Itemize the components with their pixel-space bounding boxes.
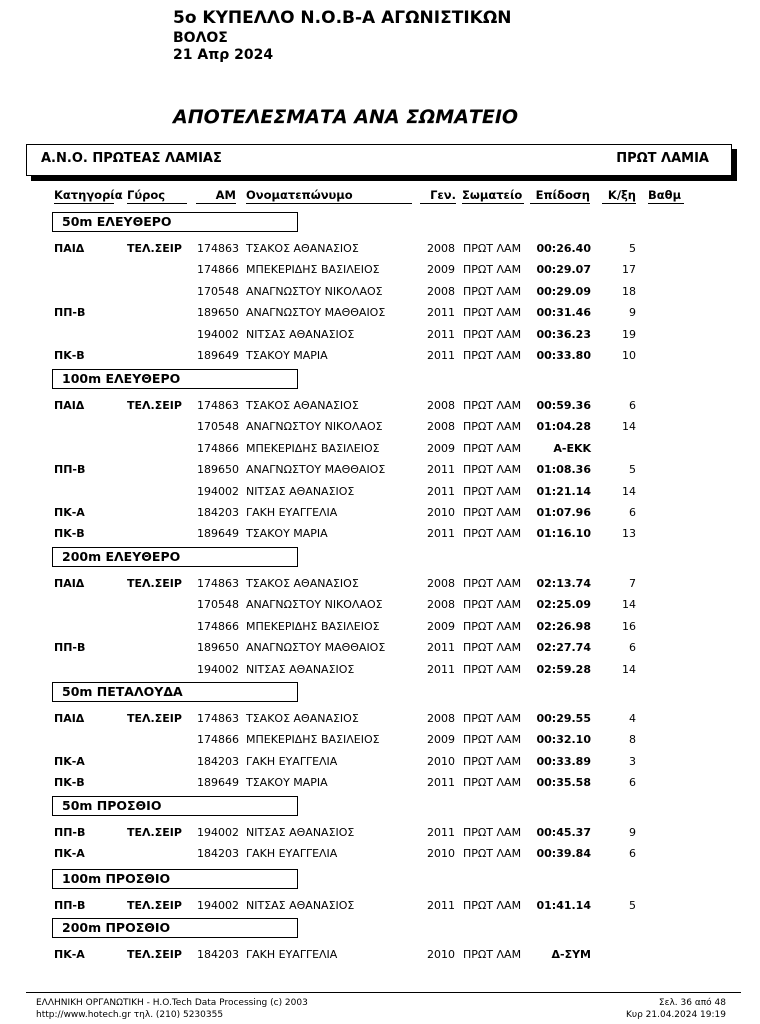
event-header: [52, 212, 298, 232]
result-row: [0, 506, 760, 520]
row-athlete-name: ΝΙΤΣΑΣ ΑΘΑΝΑΣΙΟΣ: [246, 899, 355, 912]
row-am: 189650: [197, 306, 239, 320]
row-athlete-name: ΑΝΑΓΝΩΣΤΟΥ ΝΙΚΟΛΑΟΣ: [246, 420, 383, 434]
row-birth-year: 2009: [427, 441, 455, 455]
row-athlete-name: ΓΑΚΗ ΕΥΑΓΓΕΛΙΑ: [246, 506, 338, 519]
row-am: 189650: [197, 463, 239, 477]
event-header: [52, 796, 298, 816]
row-time: Α-ΕΚΚ: [553, 441, 591, 455]
row-birth-year: 2011: [427, 306, 455, 320]
row-birth-year: 2011: [427, 463, 455, 477]
result-row: [0, 242, 760, 256]
row-am: 174866: [197, 263, 239, 277]
result-row: [0, 712, 760, 726]
event-header: [52, 869, 298, 889]
row-rank: 4: [629, 712, 636, 725]
row-am: 170548: [197, 420, 239, 434]
result-row: [0, 527, 760, 541]
row-athlete-name: ΜΠΕΚΕΡΙΔΗΣ ΒΑΣΙΛΕΙΟΣ: [246, 263, 380, 277]
row-time: 00:36.23: [536, 327, 591, 341]
col-header-name: Ονοματεπώνυμο: [246, 188, 412, 204]
row-athlete-name: ΝΙΤΣΑΣ ΑΘΑΝΑΣΙΟΣ: [246, 826, 355, 839]
row-category: ΠΚ-Β: [54, 349, 85, 362]
row-am: 194002: [197, 826, 239, 839]
row-time: 01:21.14: [536, 484, 591, 498]
row-am: 194002: [197, 899, 239, 912]
col-header-time: Επίδοση: [530, 188, 590, 204]
row-club: ΠΡΩΤ ΛΑΜ: [463, 420, 522, 434]
row-category: ΠΑΙΔ: [54, 242, 85, 255]
row-category: ΠΑΙΔ: [54, 577, 85, 590]
row-round: ΤΕΛ.ΣΕΙΡ: [127, 948, 182, 961]
event-header: [52, 547, 298, 567]
row-am: 174863: [197, 712, 239, 725]
row-category: ΠΚ-Α: [54, 948, 85, 961]
event-name: 50m ΠΡΟΣΘΙΟ: [62, 798, 162, 813]
row-time: Δ-ΣΥΜ: [551, 948, 591, 961]
footer-company: ΕΛΛΗΝΙΚΗ ΟΡΓΑΝΩΤΙΚΗ - H.O.Tech Data Processing (c) 2003: [36, 998, 308, 1008]
result-row: [0, 663, 760, 677]
row-am: 189649: [197, 349, 239, 362]
row-club: ΠΡΩΤ ΛΑΜ: [463, 899, 522, 912]
club-name: Α.Ν.Ο. ΠΡΩΤΕΑΣ ΛΑΜΙΑΣ: [41, 151, 222, 166]
row-club: ΠΡΩΤ ΛΑΜ: [463, 441, 522, 455]
row-birth-year: 2008: [427, 712, 455, 725]
row-birth-year: 2008: [427, 284, 455, 298]
row-category: ΠΠ-Β: [54, 306, 86, 320]
event-name: 100m ΠΡΟΣΘΙΟ: [62, 871, 171, 886]
row-birth-year: 2011: [427, 776, 455, 790]
row-club: ΠΡΩΤ ΛΑΜ: [463, 327, 522, 341]
row-club: ΠΡΩΤ ΛΑΜ: [463, 826, 522, 839]
result-row: [0, 755, 760, 769]
row-time: 01:08.36: [536, 463, 591, 477]
competition-city: ΒΟΛΟΣ: [173, 30, 228, 46]
row-time: 00:59.36: [536, 399, 591, 412]
row-birth-year: 2011: [427, 484, 455, 498]
row-time: 01:16.10: [536, 527, 591, 541]
row-athlete-name: ΜΠΕΚΕΡΙΔΗΣ ΒΑΣΙΛΕΙΟΣ: [246, 441, 380, 455]
row-am: 184203: [197, 847, 239, 861]
row-am: 174863: [197, 577, 239, 590]
result-row: [0, 442, 760, 456]
row-am: 184203: [197, 506, 239, 519]
row-birth-year: 2011: [427, 527, 455, 541]
row-round: ΤΕΛ.ΣΕΙΡ: [127, 899, 182, 912]
row-am: 184203: [197, 754, 239, 768]
row-time: 00:26.40: [536, 242, 591, 255]
row-club: ΠΡΩΤ ΛΑΜ: [463, 349, 522, 362]
result-row: [0, 285, 760, 299]
col-header-category: Κατηγορία: [54, 188, 123, 202]
row-athlete-name: ΤΣΑΚΟΣ ΑΘΑΝΑΣΙΟΣ: [246, 712, 359, 725]
row-time: 02:25.09: [536, 598, 591, 612]
row-birth-year: 2011: [427, 641, 455, 655]
row-time: 00:31.46: [536, 306, 591, 320]
row-club: ΠΡΩΤ ΛΑΜ: [463, 641, 522, 655]
row-club: ΠΡΩΤ ΛΑΜ: [463, 733, 522, 747]
result-row: [0, 306, 760, 320]
row-club: ΠΡΩΤ ΛΑΜ: [463, 399, 522, 412]
row-athlete-name: ΤΣΑΚΟΣ ΑΘΑΝΑΣΙΟΣ: [246, 399, 359, 412]
row-athlete-name: ΤΣΑΚΟΣ ΑΘΑΝΑΣΙΟΣ: [246, 577, 359, 590]
competition-title: 5ο ΚΥΠΕΛΛΟ Ν.Ο.Β-Α ΑΓΩΝΙΣΤΙΚΩΝ: [173, 8, 512, 28]
result-row: [0, 399, 760, 413]
row-category: ΠΚ-Β: [54, 776, 85, 790]
row-rank: 14: [622, 420, 636, 434]
result-row: [0, 463, 760, 477]
footer-contact: http://www.hotech.gr τηλ. (210) 5230355: [36, 1010, 224, 1020]
row-time: 00:33.89: [536, 754, 591, 768]
row-rank: 6: [629, 776, 636, 790]
row-birth-year: 2010: [427, 847, 455, 861]
row-time: 00:35.58: [536, 776, 591, 790]
row-rank: 3: [629, 754, 636, 768]
event-name: 100m ΕΛΕΥΘΕΡΟ: [62, 371, 181, 386]
row-birth-year: 2008: [427, 242, 455, 255]
row-athlete-name: ΑΝΑΓΝΩΣΤΟΥ ΝΙΚΟΛΑΟΣ: [246, 598, 383, 612]
row-rank: 14: [622, 484, 636, 498]
event-header: [52, 369, 298, 389]
report-title: ΑΠΟΤΕΛΕΣΜΑΤΑ ΑΝΑ ΣΩΜΑΤΕΙΟ: [173, 106, 519, 128]
row-am: 170548: [197, 598, 239, 612]
result-row: [0, 776, 760, 790]
row-time: 00:29.07: [536, 263, 591, 277]
row-birth-year: 2010: [427, 754, 455, 768]
row-club: ΠΡΩΤ ΛΑΜ: [463, 284, 522, 298]
col-header-rank: Κ/ξη: [602, 188, 636, 204]
col-header-club: Σωματείο: [462, 188, 523, 202]
row-am: 174863: [197, 399, 239, 412]
row-am: 194002: [197, 484, 239, 498]
row-club: ΠΡΩΤ ΛΑΜ: [463, 484, 522, 498]
row-birth-year: 2011: [427, 662, 455, 676]
result-row: [0, 349, 760, 363]
col-header-birth: Γεν.: [420, 188, 456, 204]
row-athlete-name: ΤΣΑΚΟΥ ΜΑΡΙΑ: [246, 527, 328, 541]
result-row: [0, 899, 760, 913]
row-birth-year: 2009: [427, 263, 455, 277]
row-round: ΤΕΛ.ΣΕΙΡ: [127, 712, 182, 725]
row-athlete-name: ΓΑΚΗ ΕΥΑΓΓΕΛΙΑ: [246, 754, 338, 768]
col-header-points: Βαθμ: [648, 188, 684, 204]
row-time: 02:26.98: [536, 619, 591, 633]
row-category: ΠΠ-Β: [54, 463, 86, 477]
row-am: 174866: [197, 619, 239, 633]
row-category: ΠΚ-Α: [54, 506, 85, 519]
result-row: [0, 577, 760, 591]
result-row: [0, 263, 760, 277]
row-category: ΠΠ-Β: [54, 641, 86, 655]
row-athlete-name: ΑΝΑΓΝΩΣΤΟΥ ΜΑΘΘΑΙΟΣ: [246, 306, 386, 320]
row-rank: 17: [622, 263, 636, 277]
row-athlete-name: ΜΠΕΚΕΡΙΔΗΣ ΒΑΣΙΛΕΙΟΣ: [246, 619, 380, 633]
row-am: 174863: [197, 242, 239, 255]
col-header-round: Γύρος: [127, 188, 187, 204]
row-time: 00:39.84: [536, 847, 591, 861]
result-row: [0, 598, 760, 612]
row-rank: 7: [629, 577, 636, 590]
row-am: 194002: [197, 662, 239, 676]
result-row: [0, 420, 760, 434]
row-athlete-name: ΑΝΑΓΝΩΣΤΟΥ ΜΑΘΘΑΙΟΣ: [246, 463, 386, 477]
row-club: ΠΡΩΤ ΛΑΜ: [463, 577, 522, 590]
row-am: 194002: [197, 327, 239, 341]
row-birth-year: 2008: [427, 399, 455, 412]
row-birth-year: 2009: [427, 619, 455, 633]
row-athlete-name: ΤΣΑΚΟΣ ΑΘΑΝΑΣΙΟΣ: [246, 242, 359, 255]
result-row: [0, 733, 760, 747]
row-rank: 6: [629, 641, 636, 655]
row-rank: 9: [629, 306, 636, 320]
row-club: ΠΡΩΤ ΛΑΜ: [463, 598, 522, 612]
row-category: ΠΚ-Β: [54, 527, 85, 541]
row-time: 02:59.28: [536, 662, 591, 676]
row-athlete-name: ΤΣΑΚΟΥ ΜΑΡΙΑ: [246, 776, 328, 790]
row-club: ΠΡΩΤ ΛΑΜ: [463, 619, 522, 633]
row-rank: 5: [629, 463, 636, 477]
result-row: [0, 620, 760, 634]
row-athlete-name: ΝΙΤΣΑΣ ΑΘΑΝΑΣΙΟΣ: [246, 662, 355, 676]
row-rank: 14: [622, 662, 636, 676]
row-rank: 9: [629, 826, 636, 839]
event-header: [52, 682, 298, 702]
row-rank: 13: [622, 527, 636, 541]
footer-timestamp: Κυρ 21.04.2024 19:19: [625, 1010, 726, 1020]
club-short-name: ΠΡΩΤ ΛΑΜΙΑ: [616, 151, 709, 166]
row-club: ΠΡΩΤ ΛΑΜ: [463, 754, 522, 768]
row-birth-year: 2011: [427, 349, 455, 362]
row-club: ΠΡΩΤ ΛΑΜ: [463, 263, 522, 277]
row-birth-year: 2008: [427, 577, 455, 590]
row-rank: 19: [622, 327, 636, 341]
row-club: ΠΡΩΤ ΛΑΜ: [463, 506, 522, 519]
result-row: [0, 847, 760, 861]
row-rank: 16: [622, 619, 636, 633]
row-athlete-name: ΜΠΕΚΕΡΙΔΗΣ ΒΑΣΙΛΕΙΟΣ: [246, 733, 380, 747]
row-birth-year: 2009: [427, 733, 455, 747]
row-club: ΠΡΩΤ ΛΑΜ: [463, 306, 522, 320]
row-time: 00:32.10: [536, 733, 591, 747]
row-category: ΠΠ-Β: [54, 826, 86, 839]
result-row: [0, 485, 760, 499]
row-athlete-name: ΓΑΚΗ ΕΥΑΓΓΕΛΙΑ: [246, 847, 338, 861]
event-header: [52, 918, 298, 938]
row-time: 00:45.37: [536, 826, 591, 839]
result-row: [0, 826, 760, 840]
col-header-am: ΑΜ: [196, 188, 236, 204]
event-name: 50m ΕΛΕΥΘΕΡΟ: [62, 214, 172, 229]
row-rank: 6: [629, 506, 636, 519]
row-category: ΠΚ-Α: [54, 754, 85, 768]
row-category: ΠΑΙΔ: [54, 712, 85, 725]
competition-date: 21 Απρ 2024: [173, 47, 274, 63]
row-birth-year: 2011: [427, 826, 455, 839]
row-birth-year: 2008: [427, 420, 455, 434]
row-club: ΠΡΩΤ ΛΑΜ: [463, 463, 522, 477]
row-time: 01:04.28: [536, 420, 591, 434]
row-birth-year: 2010: [427, 948, 455, 961]
row-am: 189649: [197, 527, 239, 541]
row-time: 02:27.74: [536, 641, 591, 655]
row-club: ΠΡΩΤ ΛΑΜ: [463, 662, 522, 676]
row-category: ΠΚ-Α: [54, 847, 85, 861]
row-rank: 5: [629, 242, 636, 255]
row-time: 00:29.55: [536, 712, 591, 725]
row-category: ΠΑΙΔ: [54, 399, 85, 412]
row-club: ΠΡΩΤ ΛΑΜ: [463, 527, 522, 541]
row-am: 170548: [197, 284, 239, 298]
row-time: 00:33.80: [536, 349, 591, 362]
row-rank: 5: [629, 899, 636, 912]
row-time: 02:13.74: [536, 577, 591, 590]
row-club: ΠΡΩΤ ΛΑΜ: [463, 948, 522, 961]
row-birth-year: 2008: [427, 598, 455, 612]
row-athlete-name: ΝΙΤΣΑΣ ΑΘΑΝΑΣΙΟΣ: [246, 484, 355, 498]
row-am: 174866: [197, 733, 239, 747]
row-athlete-name: ΑΝΑΓΝΩΣΤΟΥ ΜΑΘΘΑΙΟΣ: [246, 641, 386, 655]
footer-divider: [26, 992, 741, 993]
row-birth-year: 2011: [427, 899, 455, 912]
result-row: [0, 948, 760, 962]
row-club: ΠΡΩΤ ΛΑΜ: [463, 242, 522, 255]
row-round: ΤΕΛ.ΣΕΙΡ: [127, 242, 182, 255]
row-rank: 6: [629, 399, 636, 412]
event-name: 200m ΕΛΕΥΘΕΡΟ: [62, 549, 181, 564]
row-time: 01:07.96: [536, 506, 591, 519]
row-am: 174866: [197, 441, 239, 455]
row-club: ΠΡΩΤ ΛΑΜ: [463, 776, 522, 790]
row-am: 184203: [197, 948, 239, 961]
row-club: ΠΡΩΤ ΛΑΜ: [463, 712, 522, 725]
event-name: 200m ΠΡΟΣΘΙΟ: [62, 920, 171, 935]
row-birth-year: 2010: [427, 506, 455, 519]
row-time: 01:41.14: [536, 899, 591, 912]
result-row: [0, 641, 760, 655]
row-birth-year: 2011: [427, 327, 455, 341]
row-round: ΤΕΛ.ΣΕΙΡ: [127, 399, 182, 412]
row-athlete-name: ΓΑΚΗ ΕΥΑΓΓΕΛΙΑ: [246, 948, 338, 961]
row-rank: 6: [629, 847, 636, 861]
row-athlete-name: ΑΝΑΓΝΩΣΤΟΥ ΝΙΚΟΛΑΟΣ: [246, 284, 383, 298]
row-athlete-name: ΤΣΑΚΟΥ ΜΑΡΙΑ: [246, 349, 328, 362]
row-rank: 14: [622, 598, 636, 612]
row-round: ΤΕΛ.ΣΕΙΡ: [127, 826, 182, 839]
row-athlete-name: ΝΙΤΣΑΣ ΑΘΑΝΑΣΙΟΣ: [246, 327, 355, 341]
row-am: 189650: [197, 641, 239, 655]
row-round: ΤΕΛ.ΣΕΙΡ: [127, 577, 182, 590]
row-club: ΠΡΩΤ ΛΑΜ: [463, 847, 522, 861]
row-category: ΠΠ-Β: [54, 899, 86, 912]
event-name: 50m ΠΕΤΑΛΟΥΔΑ: [62, 684, 183, 699]
row-time: 00:29.09: [536, 284, 591, 298]
row-rank: 10: [622, 349, 636, 362]
row-rank: 18: [622, 284, 636, 298]
club-header-box: [26, 144, 732, 176]
row-am: 189649: [197, 776, 239, 790]
result-row: [0, 328, 760, 342]
footer-page: Σελ. 36 από 48: [658, 998, 726, 1008]
row-rank: 8: [629, 733, 636, 747]
